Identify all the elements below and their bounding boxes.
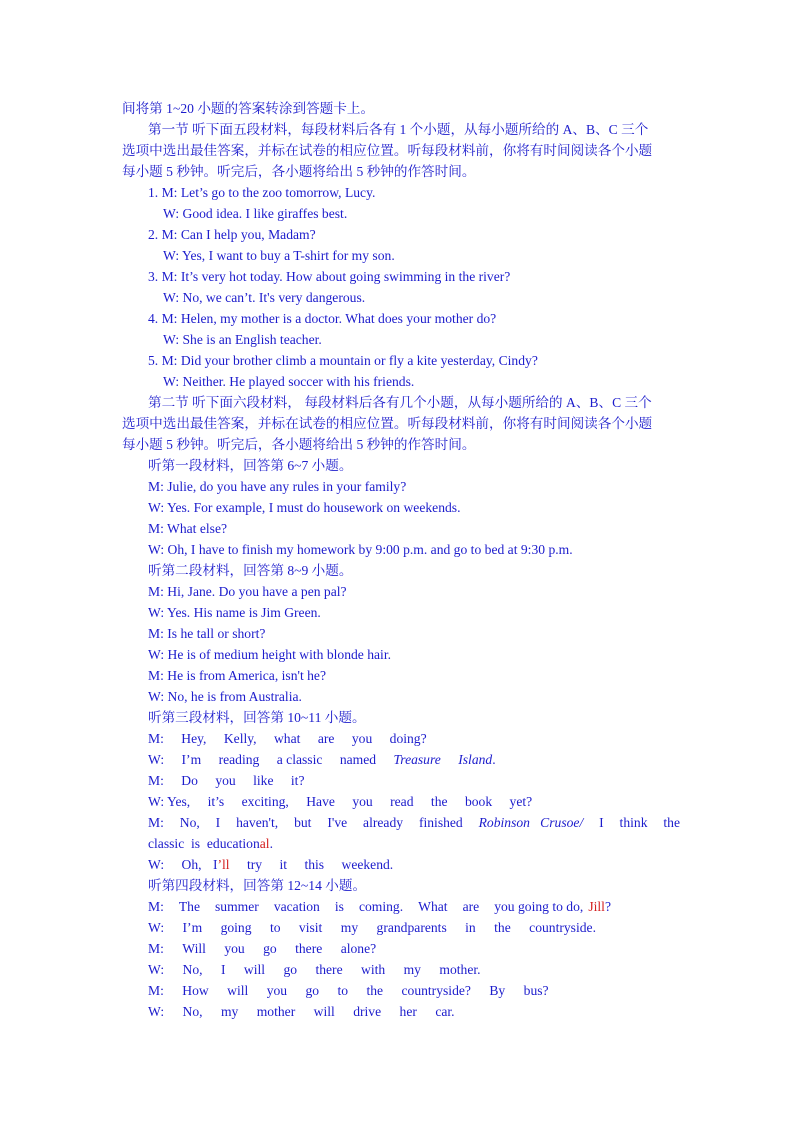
word: What [418,899,448,914]
word: you [266,983,288,998]
word: it’s [207,794,225,809]
part2-line: M: Is he tall or short? [148,626,266,641]
word: like [253,773,274,788]
word: M: [148,731,164,746]
punct: . [492,752,496,767]
word: are [462,899,480,914]
word: coming. [358,899,404,914]
dialog-5-w: W: Neither. He played soccer with his friends. [163,374,415,389]
word: my [340,920,359,935]
part1-heading: 听第一段材料，回答第 6~7 小题。 [148,458,353,473]
part1-line: M: What else? [148,521,228,536]
dialog-3-m: 3. M: It’s very hot today. How about going swimming in the river? [148,269,511,284]
word: W: [148,962,165,977]
book-title-word: Island [458,752,493,767]
word: but [294,815,312,830]
word: countryside. [529,920,596,935]
word: in [465,920,476,935]
word: No, [182,1004,203,1019]
word: M: [148,899,164,914]
word: you [351,731,373,746]
word: are [317,731,335,746]
dialog-4-w: W: She is an English teacher. [163,332,322,347]
part3-line-3 [148,770,305,791]
word: doing? [389,731,427,746]
part2-line: M: He is from America, isn't he? [148,668,326,683]
word: How [182,983,209,998]
word: The [178,899,201,914]
word: what [273,731,301,746]
dialog-2-w: W: Yes, I want to buy a T-shirt for my son. [163,248,395,263]
word: go [305,983,320,998]
word: summer [215,899,259,914]
word: No, [179,815,200,830]
word: my [220,1004,239,1019]
word: W: [148,857,165,872]
part2-line: M: Hi, Jane. Do you have a pen pal? [148,584,347,599]
word: haven't, [236,815,279,830]
word: read [390,794,414,809]
punct: ? [604,899,611,914]
word: you [215,773,236,788]
highlighted-text: Jill [588,899,605,914]
word: the [430,794,448,809]
word: No, [182,962,203,977]
part3-line-6 [148,833,273,854]
word: named [339,752,377,767]
part4-heading: 听第四段材料，回答第 12~14 小题。 [148,878,367,893]
word: visit [298,920,323,935]
word: you going to do, [494,899,584,914]
word: mother [256,1004,296,1019]
highlighted-text: al [259,836,270,851]
word: Will [182,941,206,956]
part1-line: M: Julie, do you have any rules in your family? [148,479,407,494]
word: grandparents [376,920,447,935]
part2-line: W: Yes. His name is Jim Green. [148,605,321,620]
word: going [220,920,252,935]
part4-line-5 [148,980,549,1001]
word: M: [148,941,164,956]
word: I've [327,815,348,830]
book-title: Robinson Crusoe/ [478,815,584,830]
part3-line-7 [148,854,393,875]
part3-line-2 [148,749,496,770]
word: Do [181,773,198,788]
word: I [220,962,226,977]
word: I [215,815,221,830]
section2-instruction: 每小题 5 秒钟。听完后，各小题将给出 5 秒钟的作答时间。 [122,437,476,452]
word: you [224,941,245,956]
word: the [663,815,680,830]
part2-line: W: He is of medium height with blonde hair. [148,647,392,662]
word: I [212,857,218,872]
word: try [246,857,263,872]
section1-instruction: 第一节 听下面五段材料，每段材料后各有 1 个小题，从每小题所给的 A、B、C 三个 [148,122,649,137]
word: reading [218,752,260,767]
part4-line-3 [148,938,376,959]
word: it [279,857,288,872]
word: Oh, [181,857,202,872]
word: M: [148,773,164,788]
dialog-1-m: 1. M: Let’s go to the zoo tomorrow, Lucy. [148,185,376,200]
word: go [263,941,277,956]
word: W: Yes, [148,794,191,809]
word: I’m [181,752,202,767]
part4-line-4 [148,959,481,980]
intro-line: 间将第 1~20 小题的答案转涂到答题卡上。 [122,101,375,116]
word: with [361,962,386,977]
part1-line: W: Yes. For example, I must do housework on weekends. [148,500,461,515]
part4-line-1 [148,896,611,917]
part4-line-6 [148,1001,455,1022]
word: Have [306,794,335,809]
word: think [619,815,648,830]
word: yet? [509,794,533,809]
word: M: [148,983,164,998]
word: countryside? [401,983,471,998]
word: will [313,1004,335,1019]
section2-instruction: 第二节 听下面六段材料， 每段材料后各有几个小题，从每小题所给的 A、B、C 三个 [148,395,652,410]
word: mother. [439,962,481,977]
dialog-5-m: 5. M: Did your brother climb a mountain or fly a kite yesterday, Cindy? [148,353,538,368]
word: Hey, [181,731,207,746]
word: is [334,899,344,914]
part1-line: W: Oh, I have to finish my homework by 9:00 p.m. and go to bed at 9:30 p.m. [148,542,573,557]
word: W: [148,752,165,767]
word: the [494,920,511,935]
part2-line: W: No, he is from Australia. [148,689,302,704]
word: it? [290,773,305,788]
part2-heading: 听第二段材料，回答第 8~9 小题。 [148,563,353,578]
word: her [399,1004,417,1019]
word: to [269,920,281,935]
word: already [363,815,404,830]
word: exciting, [241,794,289,809]
word: By [489,983,506,998]
word: this [304,857,325,872]
word: car. [435,1004,455,1019]
word: W: [148,1004,165,1019]
word: will [243,962,266,977]
dialog-4-m: 4. M: Helen, my mother is a doctor. What does your mother do? [148,311,497,326]
word: there [295,941,323,956]
word: I [599,815,604,830]
word: my [403,962,421,977]
word: go [283,962,298,977]
dialog-3-w: W: No, we can’t. It's very dangerous. [163,290,366,305]
highlighted-text: ’ll [217,857,230,872]
word: bus? [523,983,549,998]
word: will [227,983,249,998]
word: book [464,794,493,809]
part4-line-2 [148,917,596,938]
book-title-word: Treasure [393,752,441,767]
punct: . [269,836,273,851]
word: a classic [276,752,323,767]
section1-instruction: 每小题 5 秒钟。听完后，各小题将给出 5 秒钟的作答时间。 [122,164,476,179]
word: vacation [273,899,320,914]
part3-line-1 [148,728,427,749]
word: M: [148,815,164,830]
part3-heading: 听第三段材料，回答第 10~11 小题。 [148,710,366,725]
word: Kelly, [223,731,257,746]
word: you [352,794,373,809]
dialog-1-w: W: Good idea. I like giraffes best. [163,206,348,221]
word: drive [353,1004,382,1019]
word: the [366,983,384,998]
dialog-2-m: 2. M: Can I help you, Madam? [148,227,316,242]
word: W: [148,920,165,935]
word: weekend. [341,857,394,872]
word: alone? [340,941,377,956]
part3-line-4 [148,791,532,812]
section1-instruction: 选项中选出最佳答案，并标在试卷的相应位置。听每段材料前，你将有时间阅读各个小题 [122,143,653,158]
word: there [315,962,343,977]
word: I’m [182,920,203,935]
text: classic is education [148,836,260,851]
part3-line-5 [148,812,680,833]
word: finished [418,815,463,830]
section2-instruction: 选项中选出最佳答案，并标在试卷的相应位置。听每段材料前，你将有时间阅读各个小题 [122,416,653,431]
word: to [337,983,349,998]
